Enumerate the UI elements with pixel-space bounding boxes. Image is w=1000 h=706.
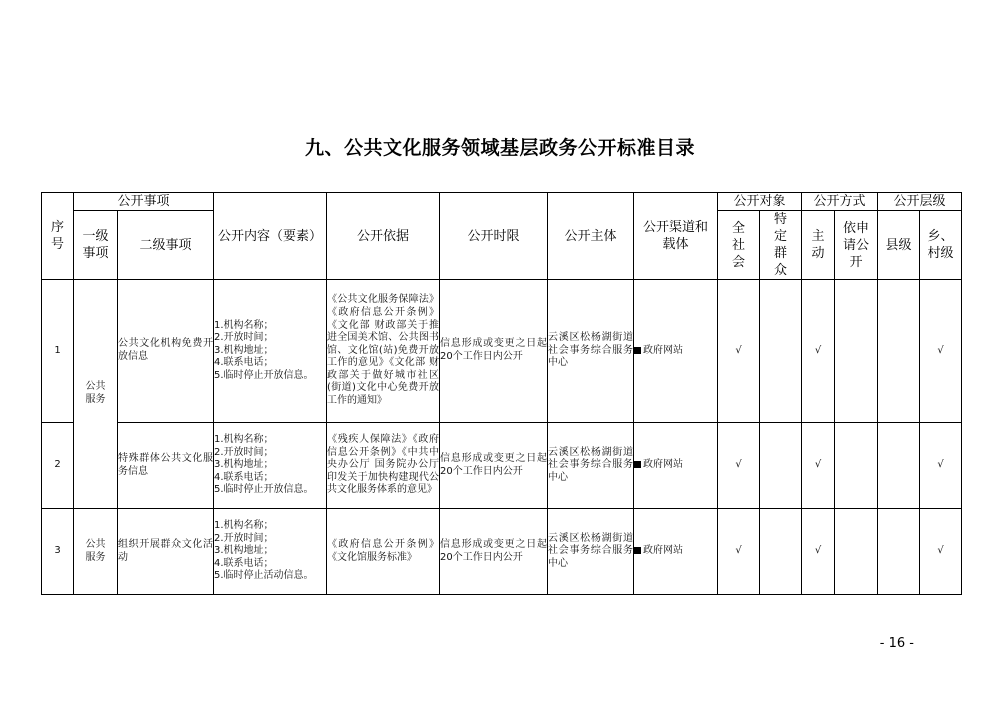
row-level-town: √ xyxy=(920,423,962,509)
row-method-active: √ xyxy=(802,280,835,423)
header-target-all: 全社会 xyxy=(718,211,760,280)
header-method-active: 主动 xyxy=(802,211,835,280)
row-subject: 云溪区松杨湖街道社会事务综合服务中心 xyxy=(548,509,634,595)
row-basis: 《残疾人保障法》《政府信息公开条例》《中共中央办公厅 国务院办公厅印发关于加快构建现代公共文化服务体系的意见》 xyxy=(327,423,440,509)
header-time-limit: 公开时限 xyxy=(440,193,548,280)
row-method-request xyxy=(835,280,878,423)
row-time-limit: 信息形成或变更之日起20个工作日内公开 xyxy=(440,423,548,509)
content-line: 5.临时停止开放信息。 xyxy=(214,484,314,496)
content-line: 5.临时停止活动信息。 xyxy=(214,570,314,582)
table-row xyxy=(42,280,962,423)
row-content xyxy=(214,280,327,423)
content-line: 3.机构地址； xyxy=(214,545,274,557)
header-method-request: 依申请公开 xyxy=(835,211,878,280)
channel-label: 政府网站 xyxy=(643,344,684,356)
header-target-special: 特定群众 xyxy=(760,211,802,280)
row-level2: 公共文化机构免费开放信息 xyxy=(118,280,214,423)
filled-square-icon xyxy=(634,347,641,354)
page-number: - 16 - xyxy=(879,636,914,651)
row-level-county xyxy=(878,509,920,595)
row-content xyxy=(214,423,327,509)
row-basis: 《政府信息公开条例》《文化馆服务标准》 xyxy=(327,509,440,595)
channel-label: 政府网站 xyxy=(643,459,684,471)
row-level2: 组织开展群众文化活动 xyxy=(118,509,214,595)
content-line: 1.机构名称； xyxy=(214,434,274,446)
row-level2: 特殊群体公共文化服务信息 xyxy=(118,423,214,509)
content-line: 5.临时停止开放信息。 xyxy=(214,369,314,381)
row-level-county xyxy=(878,280,920,423)
content-line: 4.联系电话； xyxy=(214,557,274,569)
row-channel xyxy=(634,423,718,509)
row-method-active: √ xyxy=(802,509,835,595)
row-target-special xyxy=(760,423,802,509)
header-public-item: 公开事项 xyxy=(74,193,214,211)
row-method-active: √ xyxy=(802,423,835,509)
table-row xyxy=(42,423,962,509)
content-line: 1.机构名称； xyxy=(214,520,274,532)
filled-square-icon xyxy=(634,547,641,554)
row-time-limit: 信息形成或变更之日起20个工作日内公开 xyxy=(440,280,548,423)
row-target-all: √ xyxy=(718,509,760,595)
header-level-town: 乡、村级 xyxy=(920,211,962,280)
row-seq: 3 xyxy=(42,509,74,595)
row-level1: 公共服务 xyxy=(74,280,118,509)
table-row xyxy=(42,509,962,595)
row-level1: 公共服务 xyxy=(74,509,118,595)
header-target: 公开对象 xyxy=(718,193,802,211)
row-time-limit: 信息形成或变更之日起20个工作日内公开 xyxy=(440,509,548,595)
row-content xyxy=(214,509,327,595)
row-target-all: √ xyxy=(718,423,760,509)
header-level2: 二级事项 xyxy=(118,211,214,280)
content-line: 2.开放时间； xyxy=(214,332,274,344)
header-subject: 公开主体 xyxy=(548,193,634,280)
content-line: 4.联系电话； xyxy=(214,471,274,483)
header-basis: 公开依据 xyxy=(327,193,440,280)
header-level-county: 县级 xyxy=(878,211,920,280)
header-method: 公开方式 xyxy=(802,193,878,211)
row-target-special xyxy=(760,280,802,423)
row-target-special xyxy=(760,509,802,595)
content-line: 3.机构地址； xyxy=(214,344,274,356)
header-level: 公开层级 xyxy=(878,193,962,211)
row-level-town: √ xyxy=(920,509,962,595)
row-channel xyxy=(634,280,718,423)
content-line: 3.机构地址； xyxy=(214,459,274,471)
channel-label: 政府网站 xyxy=(643,545,684,557)
header-level1: 一级事项 xyxy=(74,211,118,280)
row-basis: 《公共文化服务保障法》《政府信息公开条例》《文化部 财政部关于推进全国美术馆、公共图书馆、文化馆(站)免费开放工作的意见》《文化部 财政部关于做好城市社区(街道)文化中心免费开放工作的通知》 xyxy=(327,280,440,423)
page-title: 九、公共文化服务领域基层政务公开标准目录 xyxy=(304,137,695,159)
row-seq: 2 xyxy=(42,423,74,509)
row-method-request xyxy=(835,509,878,595)
header-channel: 公开渠道和载体 xyxy=(634,193,718,280)
content-line: 2.开放时间； xyxy=(214,446,274,458)
content-line: 4.联系电话； xyxy=(214,357,274,369)
header-content: 公开内容（要素） xyxy=(214,193,327,280)
content-line: 2.开放时间； xyxy=(214,532,274,544)
content-line: 1.机构名称； xyxy=(214,319,274,331)
row-level-county xyxy=(878,423,920,509)
row-method-request xyxy=(835,423,878,509)
row-subject: 云溪区松杨湖街道社会事务综合服务中心 xyxy=(548,280,634,423)
row-target-all: √ xyxy=(718,280,760,423)
row-subject: 云溪区松杨湖街道社会事务综合服务中心 xyxy=(548,423,634,509)
row-channel xyxy=(634,509,718,595)
row-level-town: √ xyxy=(920,280,962,423)
header-seq: 序号 xyxy=(42,193,74,280)
filled-square-icon xyxy=(634,461,641,468)
row-seq: 1 xyxy=(42,280,74,423)
catalog-table xyxy=(41,192,962,595)
